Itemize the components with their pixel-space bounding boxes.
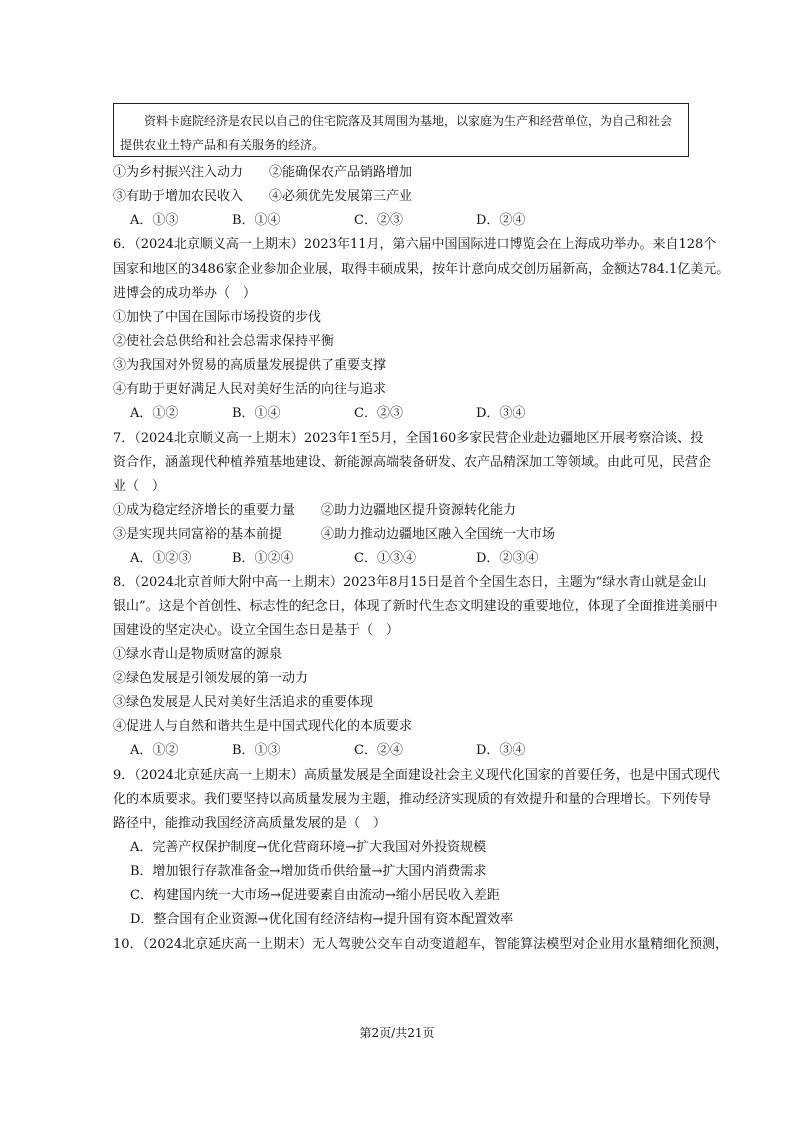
q7-option-b[interactable]: B．①②④ bbox=[232, 551, 294, 566]
page-number: 第2页/共21页 bbox=[359, 1026, 435, 1040]
q8-statement-2: ②绿色发展是引领发展的第一动力 bbox=[113, 671, 309, 686]
material-line-1: 资料卡庭院经济是农民以自己的住宅院落及其周围为基地，以家庭为生产和经营单位，为自己和社会 bbox=[144, 114, 673, 128]
q10-stem-1: 10．（2024北京延庆高一上期末）无人驾驶公交车自动变道超车，智能算法模型对企业用水量精细化预测， bbox=[113, 937, 729, 952]
q9-option-a[interactable]: A．完善产权保护制度→优化营商环境→扩大我国对外投资规模 bbox=[130, 840, 487, 855]
q5-statements-1: ①为乡村振兴注入动力 ②能确保农产品销路增加 bbox=[113, 165, 413, 180]
q6-option-a[interactable]: A．①② bbox=[130, 406, 179, 421]
q9-stem-2: 化的本质要求。我们要坚持以高质量发展为主题，推动经济实现质的有效提升和量的合理增长。下列传导 bbox=[113, 792, 712, 807]
q8-statement-1: ①绿水青山是物质财富的源泉 bbox=[113, 647, 283, 662]
q8-stem-2: 银山”。这是个首创性、标志性的纪念日，体现了新时代生态文明建设的重要地位，体现了全面推进美丽中 bbox=[113, 599, 718, 614]
q9-stem-1: 9．（2024北京延庆高一上期末）高质量发展是全面建设社会主义现代化国家的首要任务，也是中国式现代 bbox=[113, 768, 720, 783]
q5-statements-2: ③有助于增加农民收入 ④必须优先发展第三产业 bbox=[113, 189, 413, 204]
q9-option-c[interactable]: C．构建国内统一大市场→促进要素自由流动→缩小居民收入差距 bbox=[130, 888, 500, 903]
q7-stem-2: 资合作，涵盖现代种植养殖基地建设、新能源高端装备研发、农产品精深加工等领域。由此可见，民营企 bbox=[113, 455, 712, 470]
q8-option-c[interactable]: C．②④ bbox=[354, 743, 403, 758]
q7-option-d[interactable]: D．②③④ bbox=[476, 551, 539, 566]
q6-stem-2: 国家和地区的3486家企业参加企业展，取得丰硕成果，按年计意向成交创历届新高，金额达784.1亿美元。 bbox=[113, 262, 730, 277]
q7-statements-1: ①成为稳定经济增长的重要力量 ②助力边疆地区提升资源转化能力 bbox=[113, 503, 517, 518]
q5-option-d[interactable]: D．②④ bbox=[476, 213, 526, 228]
q6-stem-1: 6．（2024北京顺义高一上期末）2023年11月，第六届中国国际进口博览会在上海成功举办。来自128个 bbox=[113, 237, 717, 252]
q5-option-c[interactable]: C．②③ bbox=[354, 213, 403, 228]
q9-option-d[interactable]: D．整合国有企业资源→优化国有经济结构→提升国有资本配置效率 bbox=[130, 912, 514, 927]
q6-stem-3: 进博会的成功举办（ ） bbox=[113, 286, 257, 301]
q8-statement-4: ④促进人与自然和谐共生是中国式现代化的本质要求 bbox=[113, 719, 413, 734]
q8-option-a[interactable]: A．①② bbox=[130, 743, 179, 758]
q8-option-d[interactable]: D．③④ bbox=[476, 743, 526, 758]
q7-stem-3: 业（ ） bbox=[113, 479, 166, 494]
q9-option-b[interactable]: B．增加银行存款准备金→增加货币供给量→扩大国内消费需求 bbox=[130, 864, 487, 879]
q7-option-c[interactable]: C．①③④ bbox=[354, 551, 416, 566]
q6-statement-2: ②使社会总供给和社会总需求保持平衡 bbox=[113, 334, 335, 349]
q6-statement-4: ④有助于更好满足人民对美好生活的向往与追求 bbox=[113, 382, 387, 397]
q6-statement-1: ①加快了中国在国际市场投资的步伐 bbox=[113, 310, 322, 325]
q9-stem-3: 路径中，能推动我国经济高质量发展的是（ ） bbox=[113, 816, 387, 831]
q6-option-d[interactable]: D．③④ bbox=[476, 406, 526, 421]
q7-statements-2: ③是实现共同富裕的基本前提 ④助力推动边疆地区融入全国统一大市场 bbox=[113, 527, 556, 542]
q5-option-a[interactable]: A．①③ bbox=[130, 213, 179, 228]
q6-statement-3: ③为我国对外贸易的高质量发展提供了重要支撑 bbox=[113, 358, 387, 373]
q6-option-b[interactable]: B．①④ bbox=[232, 406, 281, 421]
q7-stem-1: 7．（2024北京顺义高一上期末）2023年1至5月，全国160多家民营企业赴边疆地区开展考察洽谈、投 bbox=[113, 431, 704, 446]
q6-option-c[interactable]: C．②③ bbox=[354, 406, 403, 421]
q8-statement-3: ③绿色发展是人民对美好生活追求的重要体现 bbox=[113, 695, 374, 710]
q8-stem-3: 国建设的坚定决心。设立全国生态日是基于（ ） bbox=[113, 623, 400, 638]
q8-stem-1: 8．（2024北京首师大附中高一上期末）2023年8月15日是首个全国生态日，主题为“绿水青山就是金山 bbox=[113, 575, 707, 590]
q5-option-b[interactable]: B．①④ bbox=[232, 213, 281, 228]
q8-option-b[interactable]: B．①③ bbox=[232, 743, 281, 758]
q7-option-a[interactable]: A．①②③ bbox=[130, 551, 192, 566]
material-line-2: 提供农业土特产品和有关服务的经济。 bbox=[120, 138, 325, 152]
material-box bbox=[113, 103, 689, 157]
